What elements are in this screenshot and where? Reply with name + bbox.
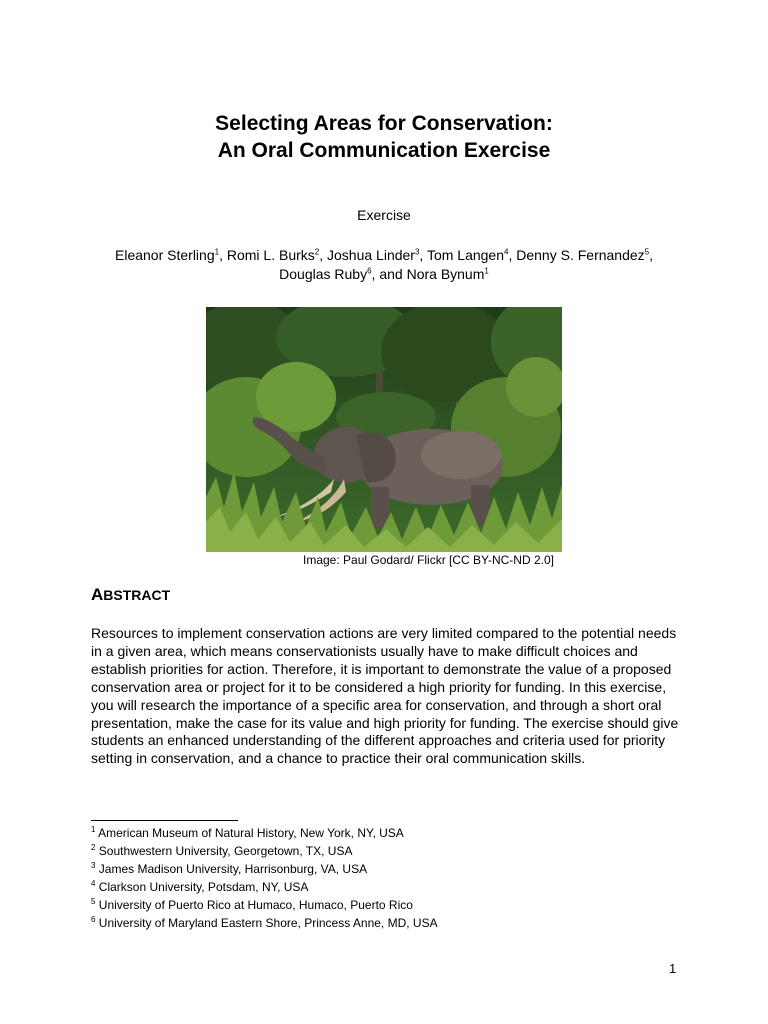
author-name: Tom Langen xyxy=(426,247,505,263)
footnote-number: 4 xyxy=(91,879,96,888)
author-separator: , xyxy=(371,266,380,282)
author-affiliation-marker: 1 xyxy=(214,247,220,257)
author-name: Romi L. Burks xyxy=(226,247,315,263)
author-name: Joshua Linder xyxy=(327,247,415,263)
author-separator: , xyxy=(649,247,653,263)
author-separator: , xyxy=(319,247,328,263)
footnote-text: University of Puerto Rico at Humaco, Humaco, Puerto Rico xyxy=(98,898,413,912)
author-affiliation-marker: 5 xyxy=(644,247,650,257)
footnote-item xyxy=(91,860,691,878)
abstract-heading-initial: A xyxy=(91,585,104,604)
photo-caption: Image: Paul Godard/ Flickr [CC BY-NC-ND 2.0] xyxy=(303,553,554,567)
footnote-text: Clarkson University, Potsdam, NY, USA xyxy=(98,880,309,894)
author-conjunction: and xyxy=(379,266,403,282)
footnote-number: 6 xyxy=(91,915,96,924)
abstract-paragraph: Resources to implement conservation actions are very limited compared to the potential needs in a given area, which means conservationists usually have to make difficult choices and establish priorities for action. Therefore, it is important to demonstrate the value of a proposed conservation area or project for it to be considered a high priority for funding. In this exercise, you will research the importance of a specific area for conservation, and through a short oral presentation, make the case for its value and high priority for funding. The exercise should give students an enhanced understanding of the different approaches and criteria used for priority setting in conservation, and a chance to practice their oral communication skills. xyxy=(91,625,679,767)
author-separator: , xyxy=(219,247,227,263)
title-line-2: An Oral Communication Exercise xyxy=(217,139,551,162)
footnote-divider xyxy=(91,820,238,821)
footnote-item xyxy=(91,914,691,932)
footnote-item xyxy=(91,878,691,896)
author-name: Nora Bynum xyxy=(406,266,485,282)
page-number: 1 xyxy=(669,961,677,976)
author-name: Denny S. Fernandez xyxy=(516,247,645,263)
author-list xyxy=(84,246,684,284)
document-type: Exercise xyxy=(357,207,411,223)
abstract-heading xyxy=(91,584,170,606)
footnote-text: University of Maryland Eastern Shore, Princess Anne, MD, USA xyxy=(98,916,438,930)
footnote-text: James Madison University, Harrisonburg, VA, USA xyxy=(98,862,368,876)
author-name: Douglas Ruby xyxy=(279,266,368,282)
author-affiliation-marker: 3 xyxy=(414,247,420,257)
footnote-item xyxy=(91,824,691,842)
title-line-1: Selecting Areas for Conservation: xyxy=(215,112,553,135)
footnote-number: 3 xyxy=(91,861,96,870)
author-affiliation-marker: 6 xyxy=(367,266,372,276)
footnote-number: 1 xyxy=(91,825,96,834)
footnote-item xyxy=(91,896,691,914)
author-affiliation-marker: 4 xyxy=(504,247,509,257)
footnote-text: Southwestern University, Georgetown, TX, USA xyxy=(98,844,353,858)
footnote-list xyxy=(91,824,691,932)
footnote-item xyxy=(91,842,691,860)
footnote-text: American Museum of Natural History, New York, NY, USA xyxy=(98,826,404,840)
author-name: Eleanor Sterling xyxy=(115,247,215,263)
abstract-heading-rest: BSTRACT xyxy=(103,587,171,603)
footnote-number: 2 xyxy=(91,843,96,852)
elephant-photo xyxy=(206,307,562,552)
author-affiliation-marker: 2 xyxy=(314,247,320,257)
author-separator: , xyxy=(508,247,517,263)
author-affiliation-marker: 1 xyxy=(484,266,489,276)
footnote-number: 5 xyxy=(91,897,96,906)
author-separator: , xyxy=(419,247,427,263)
